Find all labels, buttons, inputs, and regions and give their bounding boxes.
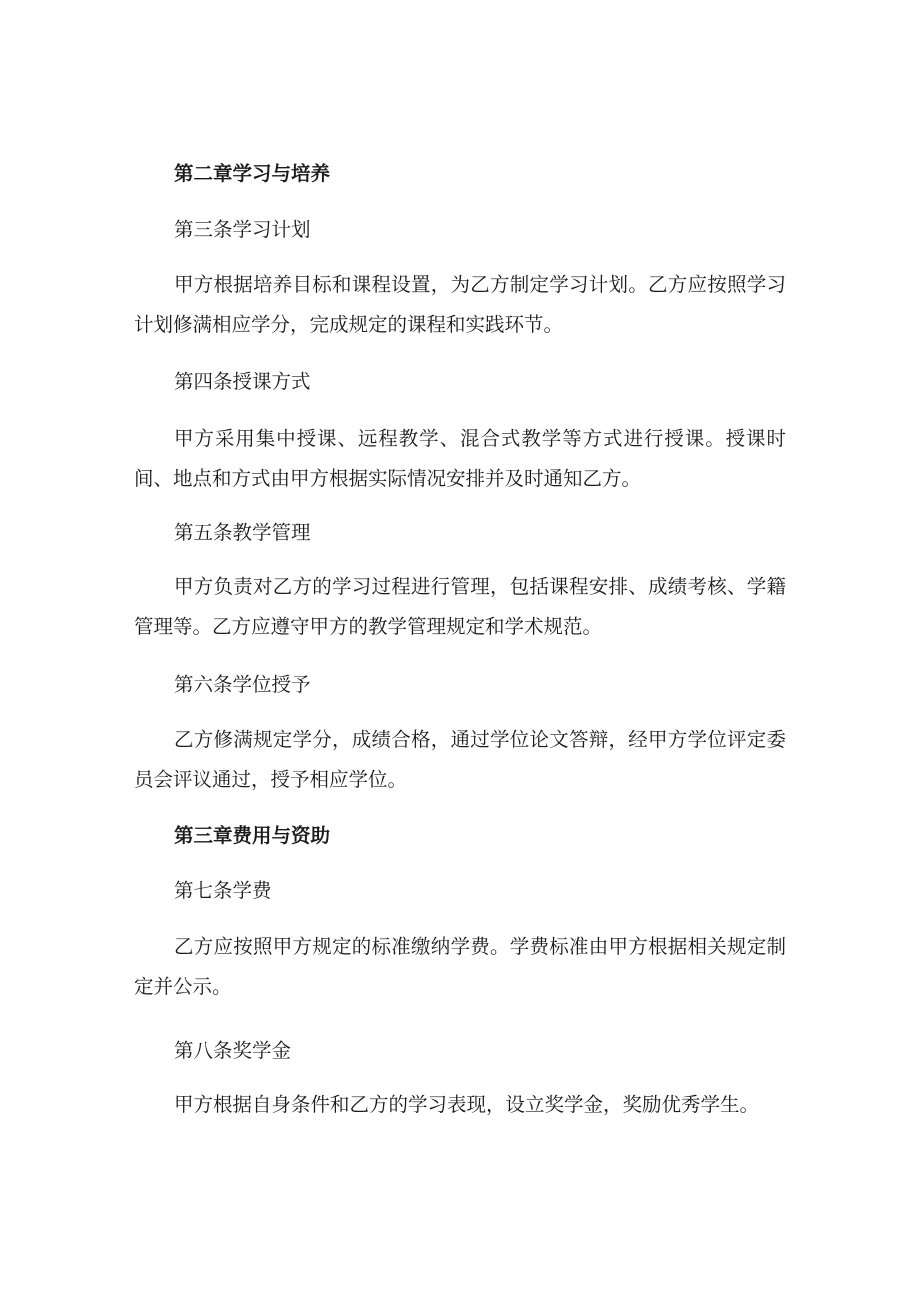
article-heading: 第七条学费 xyxy=(174,879,272,902)
article-paragraph: 乙方修满规定学分，成绩合格，通过学位论文答辩，经甲方学位评定委员会评议通过，授予相应学位。 xyxy=(134,728,786,791)
article-paragraph: 甲方根据自身条件和乙方的学习表现，设立奖学金，奖励优秀学生。 xyxy=(174,1093,760,1116)
chapter-heading: 第二章学习与培养 xyxy=(174,162,331,185)
article-paragraph: 甲方负责对乙方的学习过程进行管理，包括课程安排、成绩考核、学籍管理等。乙方应遵守甲方的教学管理规定和学术规范。 xyxy=(134,575,786,638)
article-heading: 第三条学习计划 xyxy=(174,218,311,241)
article-heading: 第六条学位授予 xyxy=(174,673,311,696)
article-heading: 第五条教学管理 xyxy=(174,521,311,544)
article-paragraph: 甲方根据培养目标和课程设置，为乙方制定学习计划。乙方应按照学习计划修满相应学分，完成规定的课程和实践环节。 xyxy=(134,273,786,336)
article-paragraph: 甲方采用集中授课、远程教学、混合式教学等方式进行授课。授课时间、地点和方式由甲方根据实际情况安排并及时通知乙方。 xyxy=(134,427,786,490)
article-paragraph: 乙方应按照甲方规定的标准缴纳学费。学费标准由甲方根据相关规定制定并公示。 xyxy=(134,935,786,998)
article-heading: 第四条授课方式 xyxy=(174,370,311,393)
article-heading: 第八条奖学金 xyxy=(174,1039,292,1062)
chapter-heading: 第三章费用与资助 xyxy=(174,824,331,847)
